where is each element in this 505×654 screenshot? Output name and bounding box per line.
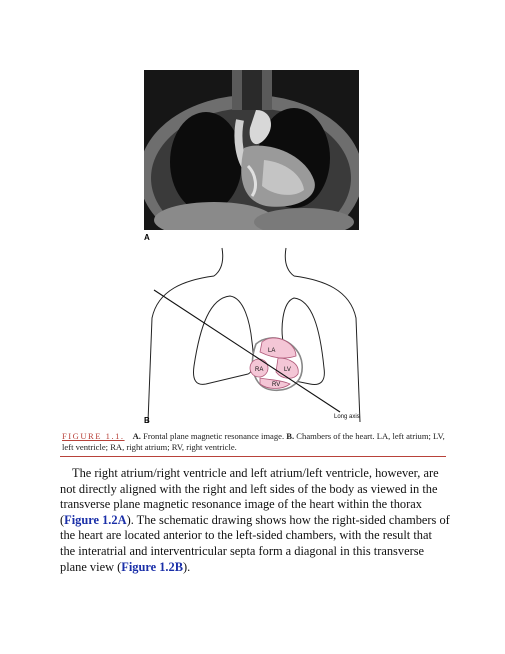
la-label: LA (268, 348, 276, 354)
body-text-part3: ). (182, 559, 191, 574)
heart-chambers-diagram (144, 246, 364, 422)
body-paragraph (60, 466, 450, 575)
caption-a-text: Frontal plane magnetic resonance image. (140, 431, 287, 441)
figure-caption (62, 431, 446, 453)
long-axis-label: Long axis (334, 414, 360, 420)
lv-label: LV (284, 367, 291, 373)
caption-divider (60, 456, 446, 457)
body-text-part1: The right atrium/right ventricle and left atrium/left ventricle, however, are not directly aligned with the right and left sides of the body as viewed in the transverse plane magnetic resonance image of the heart within the thorax ( (60, 466, 439, 527)
long-axis-line (154, 290, 340, 412)
figure-1-2a-link[interactable]: Figure 1.2A (64, 512, 127, 527)
body-text-part2: ). The schematic drawing shows how the right-sided chambers of the heart are located anterior to the left-sided chambers, with the result that the interatrial and interventricular septa form a diagonal in this transverse plane view ( (60, 512, 450, 574)
panel-a-label: A (144, 233, 150, 242)
ra-label: RA (255, 367, 264, 373)
mri-image (144, 70, 359, 230)
figure-number: FIGURE 1.1. (62, 431, 125, 441)
caption-b-marker: B. (286, 431, 295, 441)
caption-a-marker: A. (132, 431, 141, 441)
panel-b-label: B (144, 416, 150, 425)
figure-1-2b-link[interactable]: Figure 1.2B (121, 559, 183, 574)
caption-b-text: Chambers of the heart. LA, left atrium; LV, left ventricle; RA, right atrium; RV, right ventricle. (62, 431, 445, 452)
mri-image-drawing (144, 70, 359, 230)
rv-label: RV (272, 382, 281, 388)
